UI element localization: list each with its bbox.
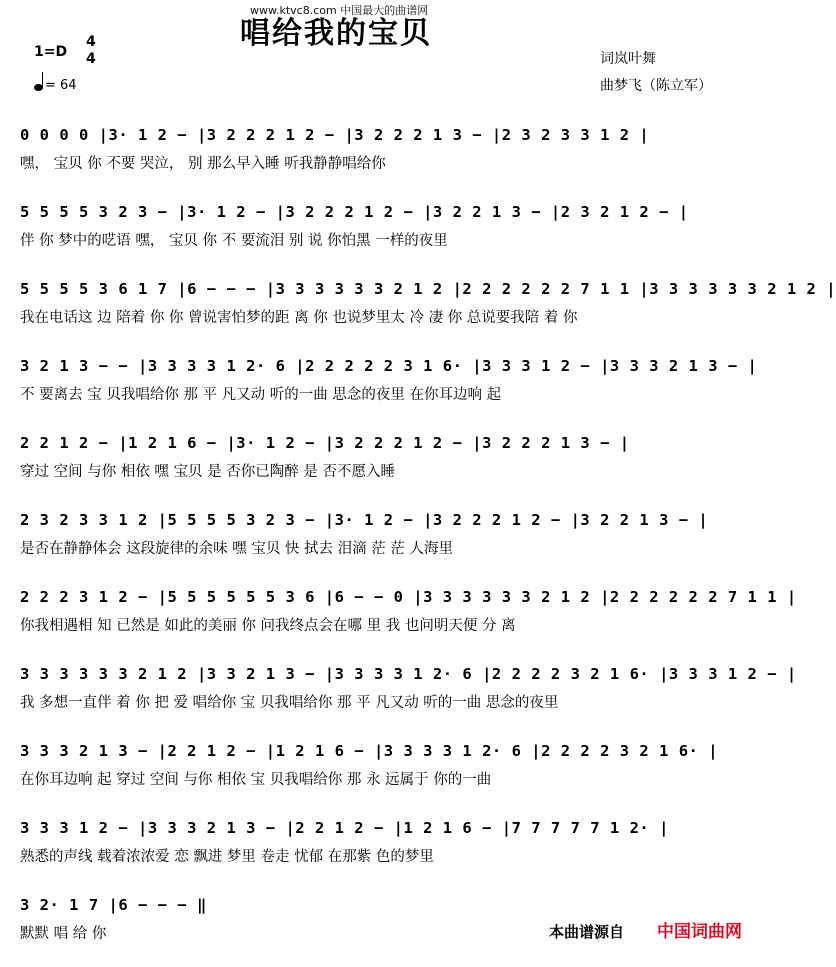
notation-line: 3 2· 1 7 |6 − − − ‖ (20, 896, 207, 914)
song-title: 唱给我的宝贝 (240, 16, 432, 51)
score-system (20, 505, 732, 582)
lyrics-line: 穿过 空间 与你 相依 嘿 宝贝 是 否你已陶醉 是 否不愿入睡 (20, 464, 395, 480)
lyrics-line: 是否在静静体会 这段旋律的余味 嘿 宝贝 快 拭去 泪滴 茫 茫 人海里 (20, 541, 453, 557)
site-name: 中国词曲网 (657, 922, 742, 942)
time-signature-top: 4 (86, 34, 96, 50)
lyrics-line: 在你耳边响 起 穿过 空间 与你 相依 宝 贝我唱给你 那 永 远属于 你的一曲 (20, 772, 492, 788)
notation-line: 2 2 2 3 1 2 − |5 5 5 5 5 5 3 6 |6 − − 0 |3 3 3 3 3 3 2 1 2 |2 2 2 2 2 2 7 1 1 | (20, 588, 797, 606)
tempo-value: = 64 (45, 78, 77, 93)
notation-line: 5 5 5 5 3 2 3 − |3· 1 2 − |3 2 2 2 1 2 − |3 2 2 1 3 − |2 3 2 1 2 − | (20, 203, 689, 221)
lyrics-line: 你我相遇相 知 已然是 如此的美丽 你 问我终点会在哪 里 我 也问明天便 分 离 (20, 618, 516, 634)
score-system (20, 428, 732, 505)
watermark-text: www.ktvc8.com 中国最大的曲谱网 (250, 4, 429, 17)
score-system (20, 351, 758, 428)
notation-line: 2 3 2 3 3 1 2 |5 5 5 5 3 2 3 − |3· 1 2 − |3 2 2 2 1 2 − |3 2 2 1 3 − | (20, 511, 709, 529)
composer-credit: 曲梦飞（陈立军） (600, 78, 712, 94)
score-system (20, 736, 732, 813)
key-signature: 1=D (34, 44, 68, 60)
notation-line: 2 2 1 2 − |1 2 1 6 − |3· 1 2 − |3 2 2 2 1 2 − |3 2 2 2 1 3 − | (20, 434, 630, 452)
lyrics-line: 不 要离去 宝 贝我唱给你 那 平 凡又动 听的一曲 思念的夜里 在你耳边响 起 (20, 387, 502, 403)
source-label: 本曲谱源自 (548, 923, 624, 941)
lyrics-line: 嘿， 宝贝 你 不要 哭泣， 别 那么早入睡 听我静静唱给你 (20, 156, 386, 172)
score-body (20, 120, 836, 967)
lyrics-line: 我在电话这 边 陪着 你 你 曾说害怕梦的距 离 你 也说梦里太 冷 凄 你 总说要我陪 着 你 (20, 310, 578, 326)
tempo-marking (34, 78, 77, 93)
notation-line: 3 3 3 1 2 − |3 3 3 2 1 3 − |2 2 1 2 − |1 2 1 6 − |7 7 7 7 7 1 2· | (20, 819, 669, 837)
score-system (20, 813, 732, 890)
lyrics-line: 伴 你 梦中的呓语 嘿， 宝贝 你 不 要流泪 别 说 你怕黑 一样的夜里 (20, 233, 448, 249)
notation-line: 3 3 3 2 1 3 − |2 2 1 2 − |1 2 1 6 − |3 3 3 3 1 2· 6 |2 2 2 2 3 2 1 6· | (20, 742, 719, 760)
time-signature-bottom: 4 (86, 51, 96, 67)
score-system (20, 890, 732, 967)
quarter-note-icon (34, 84, 43, 91)
score-system (20, 197, 732, 274)
lyrics-line: 熟悉的声线 载着浓浓爱 恋 飘进 梦里 卷走 忧郁 在那紫 色的梦里 (20, 849, 434, 865)
score-system (20, 659, 797, 736)
score-system (20, 582, 797, 659)
notation-line: 3 3 3 3 3 3 2 1 2 |3 3 2 1 3 − |3 3 3 3 1 2· 6 |2 2 2 2 3 2 1 6· |3 3 3 1 2 − | (20, 665, 797, 683)
time-signature (86, 34, 96, 68)
notation-line: 3 2 1 3 − − |3 3 3 3 1 2· 6 |2 2 2 2 2 3 1 6· |3 3 3 1 2 − |3 3 3 2 1 3 − | (20, 357, 758, 375)
lyrics-line: 默默 唱 给 你 (20, 926, 107, 942)
lyricist-credit: 词岚叶舞 (600, 51, 656, 67)
score-system (20, 120, 732, 197)
notation-line: 0 0 0 0 |3· 1 2 − |3 2 2 2 1 2 − |3 2 2 2 1 3 − |2 3 2 3 3 1 2 | (20, 126, 650, 144)
lyrics-line: 我 多想一直伴 着 你 把 爱 唱给你 宝 贝我唱给你 那 平 凡又动 听的一曲 思念的夜里 (20, 695, 559, 711)
score-system (20, 274, 836, 351)
notation-line: 5 5 5 5 3 6 1 7 |6 − − − |3 3 3 3 3 3 2 1 2 |2 2 2 2 2 2 7 1 1 |3 3 3 3 3 3 2 1 2 | (20, 280, 836, 298)
